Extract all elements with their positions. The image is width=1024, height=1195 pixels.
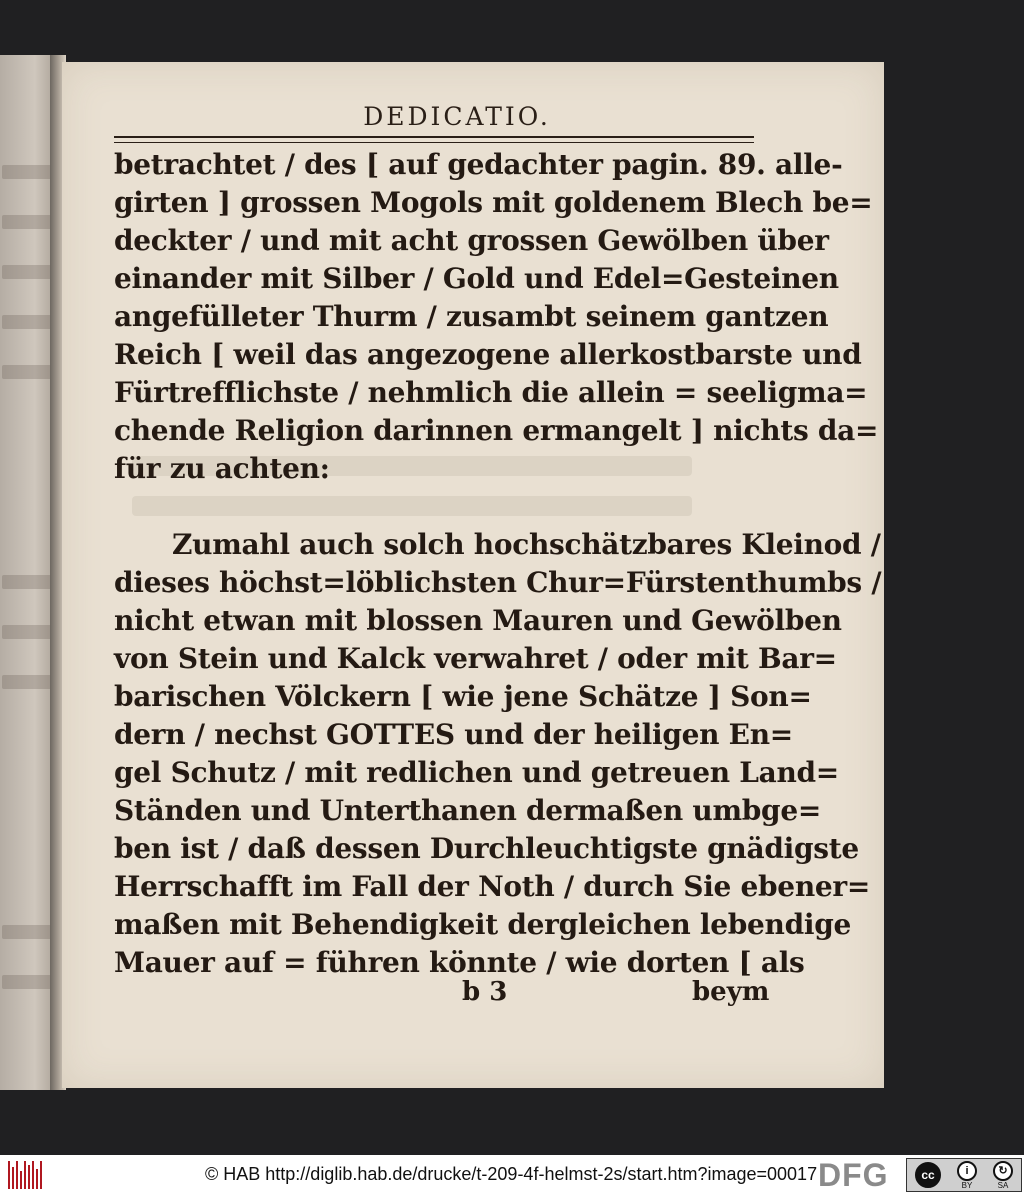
text-line: maßen mit Behendigkeit dergleichen lebendige: [114, 908, 851, 941]
running-head: DEDICATIO.: [363, 102, 551, 131]
text-line: einander mit Silber / Gold und Edel=Gesteinen: [114, 262, 839, 295]
text-line: Ständen und Unterthanen dermaßen umbge=: [114, 794, 822, 827]
text-line: chende Religion darinnen ermangelt ] nichts da=: [114, 414, 879, 447]
sa-group: [993, 1161, 1013, 1190]
text-line: Fürtrefflichste / nehmlich die allein = seeligma=: [114, 376, 868, 409]
share-alike-icon: ↻: [993, 1161, 1013, 1181]
text-line: barischen Völckern [ wie jene Schätze ] Son=: [114, 680, 812, 713]
text-line: deckter / und mit acht grossen Gewölben über: [114, 224, 829, 257]
by-group: [957, 1161, 977, 1190]
text-line: dieses höchst=löblichsten Chur=Fürstenthumbs /: [114, 566, 882, 599]
text-line: nicht etwan mit blossen Mauren und Gewölben: [114, 604, 842, 637]
text-line: von Stein und Kalck verwahret / oder mit Bar=: [114, 642, 837, 675]
signature-mark: b 3: [462, 977, 508, 1007]
header-rule: [114, 136, 754, 143]
text-line: betrachtet / des [ auf gedachter pagin. 89. alle-: [114, 148, 843, 181]
copyright-link[interactable]: © HAB http://diglib.hab.de/drucke/t-209-4f-helmst-2s/start.htm?image=00017: [205, 1164, 818, 1184]
text-line: dern / nechst GOTTES und der heiligen En=: [114, 718, 793, 751]
text-line: ben ist / daß dessen Durchleuchtigste gnädigste: [114, 832, 859, 865]
text-line: angefülleter Thurm / zusambt seinem gantzen: [114, 300, 829, 333]
text-line: Reich [ weil das angezogene allerkostbarste und: [114, 338, 862, 371]
barcode-icon: [8, 1161, 44, 1189]
viewer-footer: [0, 1155, 1024, 1195]
sa-label: SA: [997, 1180, 1009, 1190]
book-page: [62, 62, 884, 1088]
text-line: Herrschafft im Fall der Noth / durch Sie ebener=: [114, 870, 871, 903]
text-line: gel Schutz / mit redlichen und getreuen Land=: [114, 756, 839, 789]
text-line: Zumahl auch solch hochschätzbares Kleinod /: [172, 528, 881, 561]
text-line: girten ] grossen Mogols mit goldenem Blech be=: [114, 186, 873, 219]
attribution-icon: i: [957, 1161, 977, 1181]
cc-icon: cc: [915, 1162, 941, 1188]
show-through: [132, 496, 692, 516]
text-line: für zu achten:: [114, 452, 330, 485]
catchword: beym: [692, 977, 770, 1007]
by-label: BY: [961, 1180, 973, 1190]
dfg-logo[interactable]: DFG: [818, 1157, 889, 1193]
text-line: Mauer auf = führen könnte / wie dorten [ als: [114, 946, 805, 979]
cc-license-badge[interactable]: [906, 1158, 1022, 1192]
